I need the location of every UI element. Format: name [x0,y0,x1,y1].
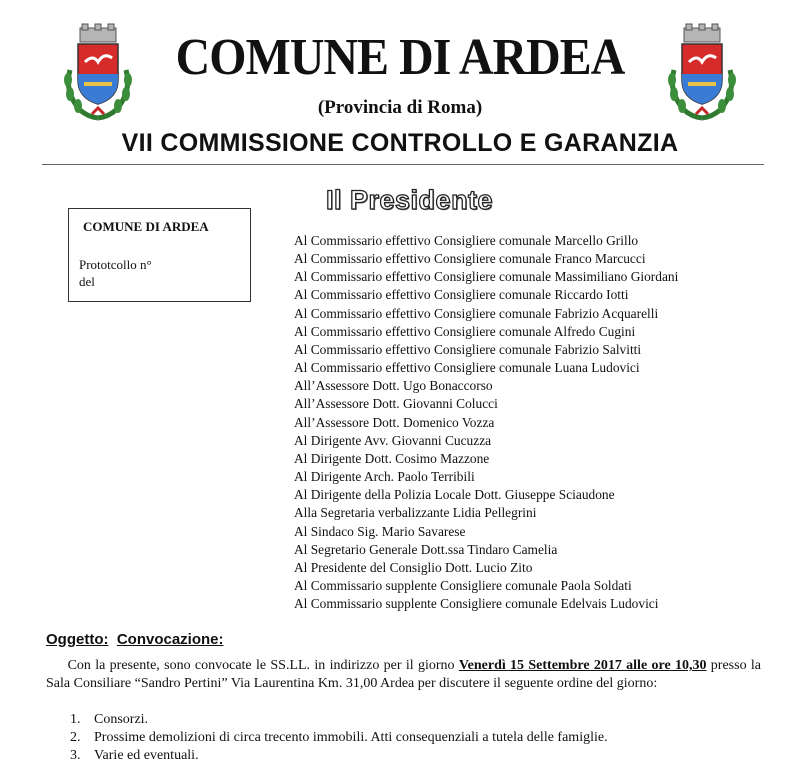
commission-heading: VII COMMISSIONE CONTROLLO E GARANZIA [121,129,679,157]
meeting-date-time: Venerdì 15 Settembre 2017 alle ore 10,30 [458,658,707,673]
agenda-text: Varie ed eventuali. [94,748,199,763]
recipient-item: Al Commissario supplente Consigliere comunale Edelvais Ludovici [294,596,659,612]
document-subtitle: (Provincia di Roma) [317,97,483,118]
agenda-text: Prossime demolizioni di circa trecento immobili. Atti consequenziali a tutela delle famiglie. [94,730,608,745]
header-divider [42,164,764,165]
document-title: COMUNE DI ARDEA [175,29,625,86]
subject-value: Convocazione: [116,631,224,648]
agenda-list [46,711,608,765]
recipient-item: Al Dirigente Dott. Cosimo Mazzone [294,450,490,466]
president-label: Il Presidente [326,185,494,215]
recipient-item: Al Sindaco Sig. Mario Savarese [294,523,466,539]
protocol-box-title: COMUNE DI ARDEA [83,219,209,234]
recipient-item: Al Presidente del Consiglio Dott. Lucio Zito [294,559,533,575]
recipient-item: Al Commissario effettivo Consigliere comunale Luana Ludovici [294,360,640,376]
subject-label: Oggetto: [46,631,109,648]
body-text-part2: presso la Sala Consiliare “Sandro Pertini” Via Laurentina Km. 31,00 Ardea per discutere il seguente ordine del giorno: [46,658,761,691]
recipient-item: Al Commissario effettivo Consigliere comunale Alfredo Cugini [294,323,636,339]
agenda-item [46,747,608,765]
agenda-item [46,729,608,747]
agenda-text: Consorzi. [94,712,149,727]
recipient-item: Al Segretario Generale Dott.ssa Tindaro Camelia [294,541,558,557]
recipient-item: Al Dirigente della Polizia Locale Dott. Giuseppe Sciaudone [294,487,615,503]
recipient-list [294,232,678,613]
recipient-item: All’Assessore Dott. Giovanni Colucci [294,396,498,412]
recipient-item: Al Commissario supplente Consigliere comunale Paola Soldati [294,577,632,593]
recipient-item: Alla Segretaria verbalizzante Lidia Pellegrini [294,505,537,521]
recipient-item: Al Dirigente Avv. Giovanni Cucuzza [294,432,492,448]
agenda-number: 2. [70,730,81,745]
recipient-item: Al Dirigente Arch. Paolo Terribili [294,469,475,485]
subject-line [46,631,224,648]
recipient-item: All’Assessore Dott. Ugo Bonaccorso [294,378,493,394]
recipient-item: Al Commissario effettivo Consigliere comunale Franco Marcucci [294,251,646,267]
protocol-box [68,208,251,302]
body-paragraph [46,657,761,693]
recipient-item: All’Assessore Dott. Domenico Vozza [294,414,495,430]
recipient-item: Al Commissario effettivo Consigliere comunale Riccardo Iotti [294,287,629,303]
protocol-date-label: del [79,274,95,289]
agenda-number: 1. [70,712,81,727]
agenda-item [46,711,608,729]
recipient-item: Al Commissario effettivo Consigliere comunale Fabrizio Salvitti [294,341,642,357]
recipient-item: Al Commissario effettivo Consigliere comunale Massimiliano Giordani [294,269,679,285]
recipient-item: Al Commissario effettivo Consigliere comunale Fabrizio Acquarelli [294,305,659,321]
agenda-number: 3. [70,748,81,763]
recipient-item: Al Commissario effettivo Consigliere comunale Marcello Grillo [294,233,639,248]
body-text-part1: Con la presente, sono convocate le SS.LL. in indirizzo per il giorno [67,658,459,673]
protocol-number-label: Prototcollo n° [79,257,152,272]
